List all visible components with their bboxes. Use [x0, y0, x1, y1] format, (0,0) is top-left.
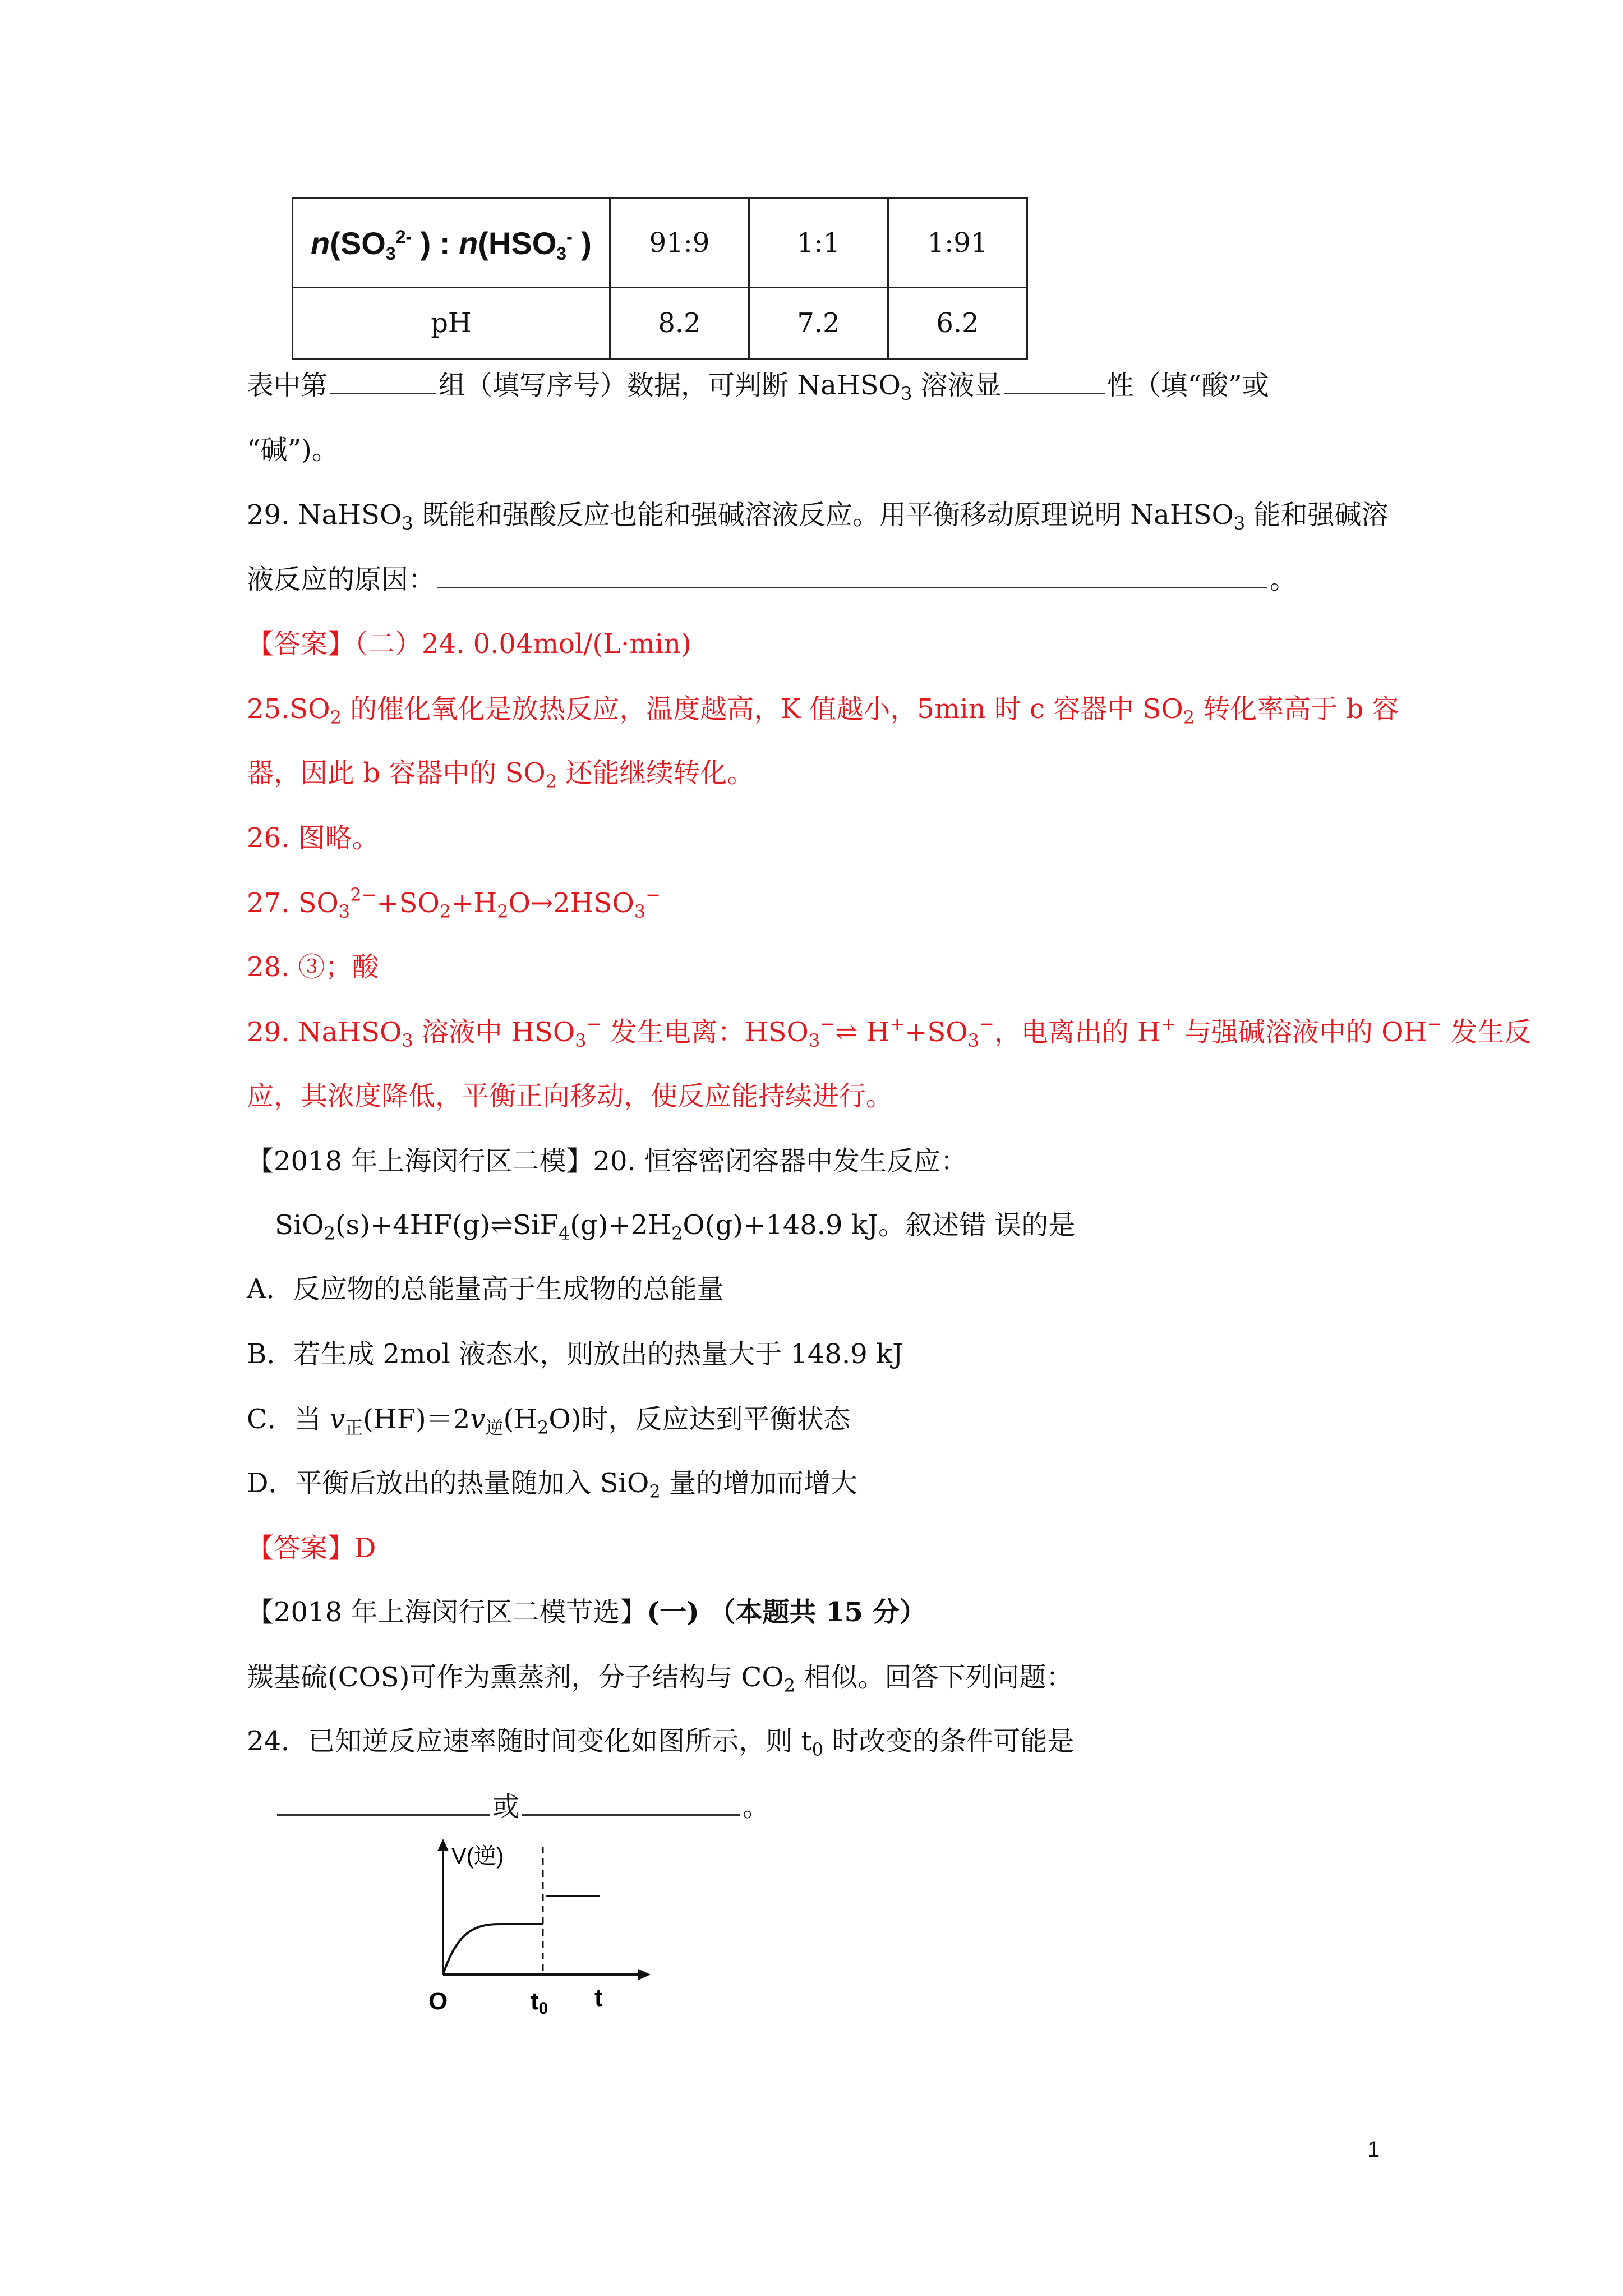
option-text: 量的增加而增大 [660, 1467, 857, 1499]
q29-sub: 3 [402, 513, 413, 534]
answer-text: 发生反 [1442, 1016, 1532, 1048]
answer-text: 还能继续转化。 [557, 757, 754, 789]
ratio-cell-1: 91:9 [610, 199, 749, 288]
page-number: 1 [1367, 2137, 1380, 2162]
option-text: O)时，反应达到平衡状态 [548, 1404, 851, 1435]
answer-sup: − [979, 1013, 994, 1034]
answer-sub: 3 [808, 1030, 820, 1051]
answer-28: 28. ③；酸 [247, 951, 379, 983]
answer-sup: − [586, 1013, 602, 1034]
answer-sup: − [1427, 1013, 1442, 1034]
table-row [293, 199, 1027, 288]
ph-cell-1: 8.2 [610, 288, 749, 359]
header-sup1: 2- [395, 226, 412, 247]
answer-text: 的催化氧化是放热反应，温度越高，K 值越小，5min 时 c 容器中 SO [341, 693, 1183, 725]
q24-text: 24．已知逆反应速率随时间变化如图所示，则 t [247, 1726, 812, 1757]
answer-text: 与强碱溶液中的 OH [1175, 1016, 1427, 1048]
answer-text: 器，因此 b 容器中的 SO [247, 757, 546, 789]
origin-label: O [428, 1987, 448, 2015]
section2-title [247, 1594, 926, 1630]
answer-25-line-2 [247, 755, 754, 791]
answer-sup: − [820, 1013, 835, 1034]
answer-sup: + [889, 1013, 905, 1034]
ratio-ph-table [292, 197, 1028, 360]
ph-cell-3: 6.2 [888, 288, 1027, 359]
answer-sub: 2 [497, 901, 509, 922]
answer-26: 26. 图略。 [247, 822, 379, 854]
option-sub: 正 [345, 1417, 363, 1438]
header-sup2: - [566, 226, 573, 247]
q29-text: 液反应的原因： [247, 564, 436, 595]
q24-text: 。 [743, 1791, 770, 1823]
option-text: v [470, 1404, 486, 1435]
answer-text: +SO [376, 887, 440, 919]
t0-label [531, 1987, 548, 2018]
answer-text: ⇌ H [835, 1016, 890, 1048]
answer-text: 转化率高于 b 容 [1195, 693, 1399, 725]
header-n2: n [459, 225, 478, 261]
q28-text: 表中第 [247, 370, 328, 401]
ratio-cell-3: 1:91 [888, 199, 1027, 288]
answer-29-line-1 [247, 1014, 1532, 1050]
option-text: C．当 [247, 1404, 330, 1435]
intro-sub: 2 [783, 1675, 796, 1696]
answer-text: O→2HSO [508, 887, 634, 919]
q29-text: 。 [1270, 564, 1297, 595]
answer-text: +SO [905, 1016, 968, 1048]
t-axis-label: t [594, 1984, 603, 2012]
answer-text: 27. SO [247, 887, 339, 919]
answer-sub: 3 [402, 1030, 413, 1051]
q29-line-2 [247, 561, 1297, 597]
eq-text: (g)+2H [570, 1209, 672, 1241]
answer-27 [247, 885, 661, 921]
q24-line-2 [275, 1788, 769, 1825]
ratio-header-cell [293, 199, 610, 288]
option-sub: 逆 [485, 1417, 504, 1438]
rate-curve-before [443, 1924, 543, 1975]
q20-title: 【2018 年上海闵行区二模】20. 恒容密闭容器中发生反应： [247, 1145, 968, 1177]
eq-sub: 4 [558, 1223, 570, 1244]
answer-blank[interactable] [1004, 367, 1105, 394]
q20-option-a: A．反应物的总能量高于生成物的总能量 [247, 1273, 724, 1305]
answer-sub: 3 [967, 1030, 979, 1051]
q24-sub: 0 [811, 1739, 823, 1760]
answer-blank[interactable] [330, 367, 436, 394]
answer-text: ，电离出的 H [994, 1016, 1161, 1048]
q20-answer: 【答案】D [247, 1533, 376, 1564]
answer-sup: − [645, 884, 661, 905]
q20-equation [275, 1207, 1075, 1243]
equilibrium-arrow-icon: ⇌ [490, 1209, 513, 1241]
header-so: (SO [330, 225, 386, 261]
q29-text: 29. NaHSO [247, 499, 402, 531]
section2-intro [247, 1659, 1073, 1695]
q24-line-1 [247, 1723, 1074, 1759]
header-colon: ) : [412, 225, 459, 261]
q28-text: 性（填“酸”或 [1106, 370, 1269, 401]
y-axis-label: V(逆) [451, 1844, 504, 1869]
ph-cell-2: 7.2 [749, 288, 888, 359]
y-axis-arrow-icon [437, 1839, 449, 1851]
table-row [293, 288, 1027, 359]
eq-text: SiO [275, 1209, 324, 1241]
answer-text: 发生电离：HSO [601, 1016, 809, 1048]
answer-sub: 3 [338, 901, 351, 922]
t0-text: t [531, 1987, 539, 2015]
option-text: v [330, 1404, 345, 1435]
q20-option-c [247, 1401, 851, 1437]
q29-text: 既能和强酸反应也能和强碱溶液反应。用平衡移动原理说明 NaHSO [413, 499, 1234, 531]
answer-sup: 2− [350, 884, 377, 905]
eq-text: SiF [513, 1209, 559, 1241]
option-sub: 2 [649, 1481, 661, 1502]
q20-option-d [247, 1465, 857, 1501]
rate-time-graph [426, 1834, 662, 2036]
option-text: (HF)＝2 [363, 1404, 471, 1435]
answer-sub: 2 [1183, 707, 1195, 728]
answer-blank[interactable] [437, 561, 1267, 588]
answer-text: 25.SO [247, 693, 330, 725]
answer-sub: 3 [634, 901, 646, 922]
answer-25-line-1 [247, 691, 1399, 727]
answer-sub: 3 [575, 1030, 587, 1051]
q28-line-2: “碱”)。 [247, 434, 339, 466]
answer-blank[interactable] [277, 1788, 490, 1816]
answer-label-24: 【答案】（二）24. 0.04mol/(L·min) [247, 628, 691, 660]
header-hso: (HSO [478, 225, 557, 261]
intro-text: 相似。回答下列问题： [795, 1662, 1073, 1693]
section-title-text: (一) （本题共 15 分） [647, 1596, 926, 1628]
ph-label-cell: pH [293, 288, 610, 359]
eq-sub: 2 [671, 1223, 683, 1244]
header-close: ) [572, 225, 592, 261]
answer-text: +H [451, 887, 497, 919]
answer-text: 溶液中 HSO [413, 1016, 575, 1048]
option-text: (H [503, 1404, 538, 1435]
answer-29-line-2: 应，其浓度降低，平衡正向移动，使反应能持续进行。 [247, 1080, 893, 1112]
x-axis-arrow-icon [638, 1969, 651, 1980]
answer-sub: 2 [330, 707, 342, 728]
q28-sub: 3 [901, 383, 912, 404]
q29-text: 能和强碱溶 [1245, 499, 1389, 531]
answer-blank[interactable] [522, 1788, 740, 1816]
q24-text: 时改变的条件可能是 [823, 1726, 1075, 1757]
section-title-text: 【2018 年上海闵行区二模节选】 [247, 1596, 647, 1628]
q29-sub: 3 [1233, 513, 1246, 534]
header-sub1: 3 [385, 243, 396, 264]
q28-line-1 [247, 367, 1269, 403]
answer-sub: 2 [545, 771, 557, 792]
header-n: n [311, 225, 330, 261]
q20-option-b: B．若生成 2mol 液态水，则放出的热量大于 148.9 kJ [247, 1338, 903, 1370]
ratio-cell-2: 1:1 [749, 199, 888, 288]
q29-line-1 [247, 497, 1389, 533]
header-sub2: 3 [556, 243, 567, 264]
q24-text: 或 [492, 1791, 520, 1823]
eq-text: O(g)+148.9 kJ。叙述错 误的是 [683, 1209, 1076, 1241]
option-sub: 2 [537, 1417, 549, 1438]
intro-text: 羰基硫(COS)可作为熏蒸剂，分子结构与 CO [247, 1662, 784, 1693]
answer-text: 29. NaHSO [247, 1016, 402, 1048]
t0-sub: 0 [538, 1999, 548, 2018]
eq-text: (s)+4HF(g) [335, 1209, 491, 1241]
q28-text: 组（填写序号）数据，可判断 NaHSO [439, 370, 901, 401]
option-text: D．平衡后放出的热量随加入 SiO [247, 1467, 649, 1499]
answer-sup: + [1160, 1013, 1176, 1034]
eq-sub: 2 [324, 1223, 335, 1244]
answer-sub: 2 [439, 901, 451, 922]
q28-text: 溶液显 [912, 370, 1002, 401]
